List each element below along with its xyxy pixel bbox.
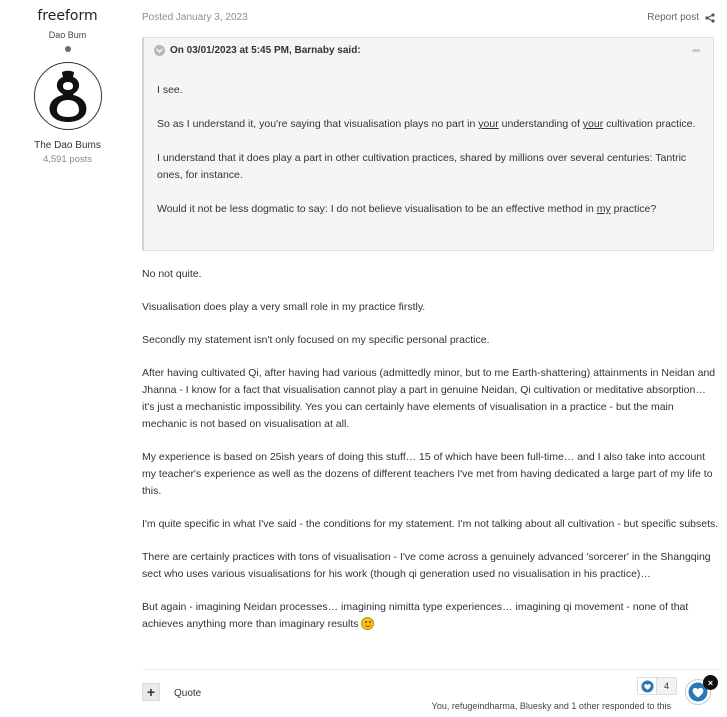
smiley-icon [361, 617, 374, 630]
post-paragraph: After having cultivated Qi, after having had various (admittedly minor, but to me Earth-shattering) attainments in Neidan and Jhanna - I know for a fact that visualisation cannot play a part in genuine Neidan, Qi cultivation or meditative absorption… it's just a mechanistic impossibility. Yes you can certainly have elements of visualisation in a practice - but the main mechanic is not based on visualisation at all. [142, 367, 716, 430]
post-paragraph [142, 599, 720, 633]
quote-body [157, 82, 703, 235]
online-status-dot [65, 46, 71, 52]
gourd-icon [46, 69, 90, 123]
close-icon[interactable]: × [703, 675, 718, 690]
post-date[interactable]: Posted January 3, 2023 [142, 12, 248, 23]
post-paragraph: Visualisation does play a very small role in my practice firstly. [142, 301, 426, 313]
avatar[interactable] [34, 62, 102, 130]
quote-paragraph: So as I understand it, you're saying that visualisation plays no part in your understanding of your cultivation practice. [157, 118, 696, 130]
post-paragraph: I'm quite specific in what I've said - the conditions for my statement. I'm not talking about all cultivation - but specific subsets. [142, 518, 719, 530]
chevron-down-icon[interactable] [154, 45, 165, 56]
author-post-count: 4,591 posts [42, 154, 93, 165]
author-panel [0, 0, 135, 165]
quote-paragraph: I see. [157, 84, 183, 96]
quote-block [142, 37, 714, 251]
post-paragraph-text: But again - imagining Neidan processes… imagining nimitta type experiences… imagining qi movement - none of that achieves anything more than imaginary results [142, 601, 689, 630]
heart-icon [638, 678, 656, 694]
post-paragraph: My experience is based on 25ish years of doing this stuff… 15 of which have been full-time… and I also take into account my teacher's experience as well as the dozens of different teachers I've met from having dedicated a large part of my life to this. [142, 451, 713, 497]
reaction-responders[interactable]: You, refugeindharma, Bluesky and 1 other responded to this [431, 701, 671, 711]
quote-header [154, 45, 361, 56]
post-paragraph: There are certainly practices with tons of visualisation - I've come across a genuinely advanced 'sorcerer' in the Shangqing sect who uses various visualisations for his work (though qi generation used no visualisation in his practice)… [142, 551, 711, 580]
quote-paragraph: I understand that it does play a part in other cultivation practices, shared by millions over several centuries: Tantric ones, for instance. [157, 152, 687, 181]
arrow-icon[interactable]: ➦ [691, 45, 701, 57]
report-post-link[interactable]: Report post [647, 12, 699, 23]
author-rank: Dao Bum [48, 30, 87, 40]
quote-button[interactable]: Quote [174, 688, 202, 699]
footer-divider [142, 669, 720, 670]
reaction-count: 4 [656, 678, 676, 694]
post-paragraph: No not quite. [142, 268, 202, 280]
report-post-area [647, 12, 715, 23]
author-name[interactable]: freeform [37, 8, 98, 24]
share-icon[interactable] [705, 13, 715, 23]
reaction-summary[interactable] [637, 677, 677, 695]
post-content [142, 266, 720, 649]
multiquote-button[interactable]: + [142, 683, 160, 701]
author-group: The Dao Bums [34, 140, 101, 151]
post-paragraph: Secondly my statement isn't only focused on my specific personal practice. [142, 334, 490, 346]
quote-citation: On 03/01/2023 at 5:45 PM, Barnaby said: [170, 45, 361, 56]
quote-paragraph: Would it not be less dogmatic to say: I do not believe visualisation to be an effective method in my practice? [157, 203, 657, 215]
